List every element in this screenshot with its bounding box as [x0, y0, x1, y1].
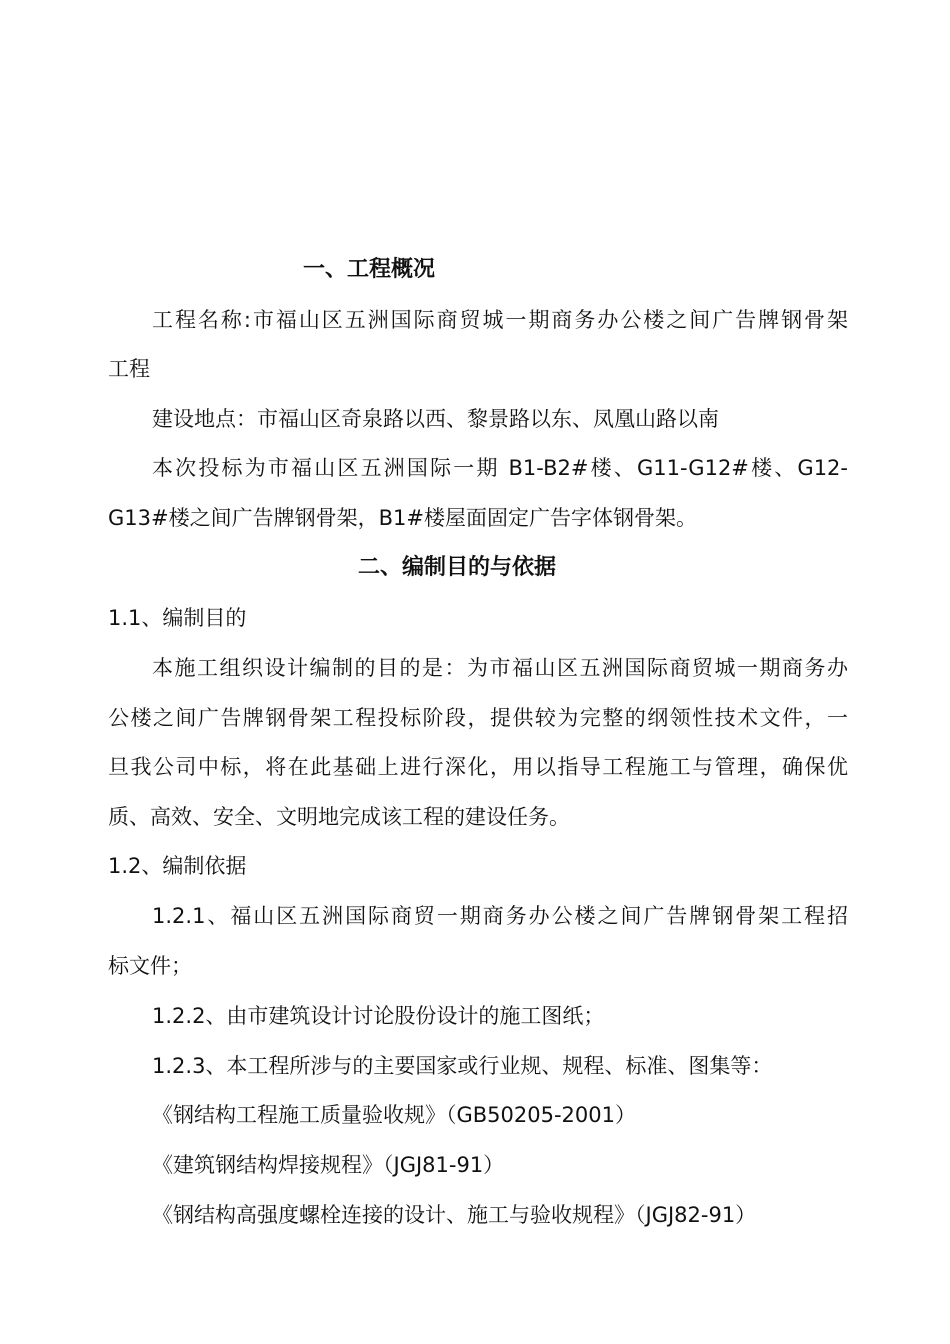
- basis-item-1-continued: 标文件；: [108, 954, 192, 978]
- location-line: 建设地点：市福山区奇泉路以西、黎景路以东、凤凰山路以南: [152, 407, 719, 431]
- section2-heading: 二、编制目的与依据: [358, 555, 557, 580]
- standard-item: 《建筑钢结构焊接规程》（JGJ81-91）: [152, 1153, 505, 1177]
- standard-item: 《钢结构工程施工质量验收规》（GB50205-2001）: [152, 1103, 637, 1127]
- purpose-paragraph-line: 本施工组织设计编制的目的是：为市福山区五洲国际商贸城一期商务办: [152, 656, 848, 680]
- basis-item-2: 1.2.2、由市建筑设计讨论股份设计的施工图纸；: [152, 1004, 605, 1028]
- basis-item-3: 1.2.3、本工程所涉与的主要国家或行业规、规程、标准、图集等：: [152, 1054, 773, 1078]
- project-name-line: 工程名称:市福山区五洲国际商贸城一期商务办公楼之间广告牌钢骨架: [152, 308, 848, 332]
- basis-item-1: 1.2.1、福山区五洲国际商贸一期商务办公楼之间广告牌钢骨架工程招: [152, 904, 848, 928]
- purpose-paragraph-line: 公楼之间广告牌钢骨架工程投标阶段，提供较为完整的纲领性技术文件，一: [108, 706, 848, 730]
- scope-line-continued: G13#楼之间广告牌钢骨架，B1#楼屋面固定广告字体钢骨架。: [108, 506, 697, 530]
- subsection-1-1-title: 1.1、编制目的: [108, 606, 247, 630]
- scope-line: 本次投标为市福山区五洲国际一期 B1-B2#楼、G11-G12#楼、G12-: [152, 456, 848, 480]
- purpose-paragraph-line: 旦我公司中标，将在此基础上进行深化，用以指导工程施工与管理，确保优: [108, 755, 848, 779]
- purpose-paragraph-line: 质、高效、安全、文明地完成该工程的建设任务。: [108, 805, 570, 829]
- subsection-1-2-title: 1.2、编制依据: [108, 854, 247, 878]
- project-name-continued: 工程: [108, 357, 150, 381]
- standard-item: 《钢结构高强度螺栓连接的设计、施工与验收规程》（JGJ82-91）: [152, 1203, 757, 1227]
- section1-heading: 一、工程概况: [303, 257, 436, 282]
